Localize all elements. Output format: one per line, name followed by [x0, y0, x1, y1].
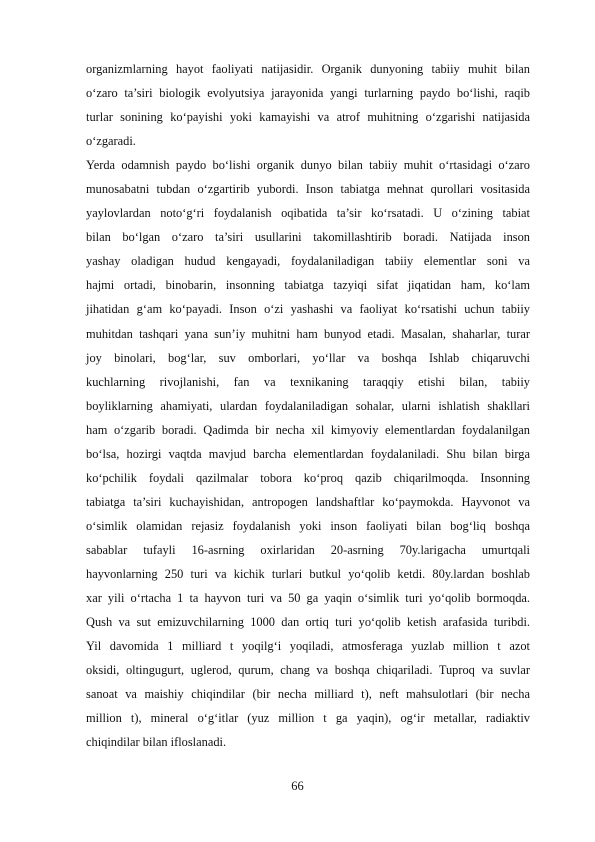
text-line: organizmlarning hayot faoliyati natijasidir. Organik dunyoning tabiiy muhit bilan	[86, 62, 530, 76]
text-line: o‘zgaradi.	[86, 134, 136, 149]
text-line: muhitdan tashqari yana sun’iy muhitni ham bunyod etadi. Masalan, shaharlar, turar	[86, 326, 530, 341]
text-line: yashay oladigan hudud kengayadi, foydalaniladigan tabiiy elementlar soni va	[86, 254, 530, 269]
text-line: o‘simlik olamidan rejasiz foydalanish yoki inson faoliyati bilan bog‘liq boshqa	[86, 518, 530, 533]
paragraph	[86, 153, 530, 754]
text-line: Qush va sut emizuvchilarning 1000 dan ortiq turi yo‘qolib ketish arafasida turibdi.	[86, 615, 530, 630]
text-line: hajmi ortadi, binobarin, insonning tabiatga tazyiqi sifat jiqatidan ham, ko‘lam	[86, 278, 530, 293]
text-line: xar yili o‘rtacha 1 ta hayvon turi va 50 ga yaqin o‘simlik turi yo‘qolib bormoqda.	[86, 591, 530, 606]
text-line: jihatidan g‘am ko‘payadi. Inson o‘zi yashashi va faoliyat ko‘rsatishi uchun tabiiy	[86, 302, 530, 317]
text-line: million t), mineral o‘g‘itlar (yuz million t ga yaqin), og‘ir metallar, radiaktiv	[86, 711, 530, 726]
text-line: hayvonlarning 250 turi va kichik turlari butkul yo‘qolib ketdi. 80y.lardan boshlab	[86, 566, 530, 581]
page-number: 66	[291, 779, 304, 793]
text-line: joy binolari, bog‘lar, suv omborlari, yo‘llar va boshqa Ishlab chiqaruvchi	[86, 350, 530, 365]
text-line: bo‘lsa, hozirgi vaqtda mavjud barcha elementlardan foydalaniladi. Shu bilan birga	[86, 446, 530, 461]
text-line: ham o‘zgarib boradi. Qadimda bir necha xil kimyoviy elementlardan foydalanilgan	[86, 422, 530, 437]
text-line: munosabatni tubdan o‘zgartirib yubordi. Inson tabiatga mehnat qurollari vositasida	[86, 182, 530, 197]
text-line: oksidi, oltingugurt, uglerod, qurum, chang va boshqa chiqariladi. Tuproq va suvlar	[86, 663, 530, 678]
text-line: turlar sonining ko‘payishi yoki kamayishi va atrof muhitning o‘zgarishi natijasida	[86, 110, 530, 125]
text-line: sanoat va maishiy chiqindilar (bir necha milliard t), neft mahsulotlari (bir necha	[86, 687, 530, 702]
text-line: tabiatga ta’siri kuchayishidan, antropogen landshaftlar ko‘paymokda. Hayvonot va	[86, 494, 530, 509]
text-line: yaylovlardan noto‘g‘ri foydalanish oqibatida ta’sir ko‘rsatadi. U o‘zining tabiat	[86, 206, 530, 221]
text-line: boyliklarning ahamiyati, ulardan foydalaniladigan sohalar, ularni ishlatish shakllari	[86, 398, 530, 413]
text-line: kuchlarning rivojlanishi, fan va texnikaning taraqqiy etishi bilan, tabiiy	[86, 374, 530, 389]
paragraph	[86, 57, 530, 153]
text-line: bilan bo‘lgan o‘zaro ta’siri usullarini takomillashtirib boradi. Natijada inson	[86, 230, 530, 245]
text-line: ko‘pchilik foydali qazilmalar tobora ko‘proq qazib chiqarilmoqda. Insonning	[86, 470, 530, 485]
text-line: sabablar tufayli 16-asrning oxirlaridan 20-asrning 70y.larigacha umurtqali	[86, 542, 530, 557]
text-line: o‘zaro ta’siri biologik evolyutsiya jarayonida yangi turlarning paydo bo‘lishi, raqib	[86, 86, 530, 101]
text-line: Yerda odamnish paydo bo‘lishi organik dunyo bilan tabiiy muhit o‘rtasidagi o‘zaro	[86, 158, 530, 173]
text-line: chiqindilar bilan ifloslanadi.	[86, 735, 227, 750]
text-line: Yil davomida 1 milliard t yoqilg‘i yoqiladi, atmosferaga yuzlab million t azot	[86, 639, 530, 654]
document-body	[86, 57, 530, 754]
